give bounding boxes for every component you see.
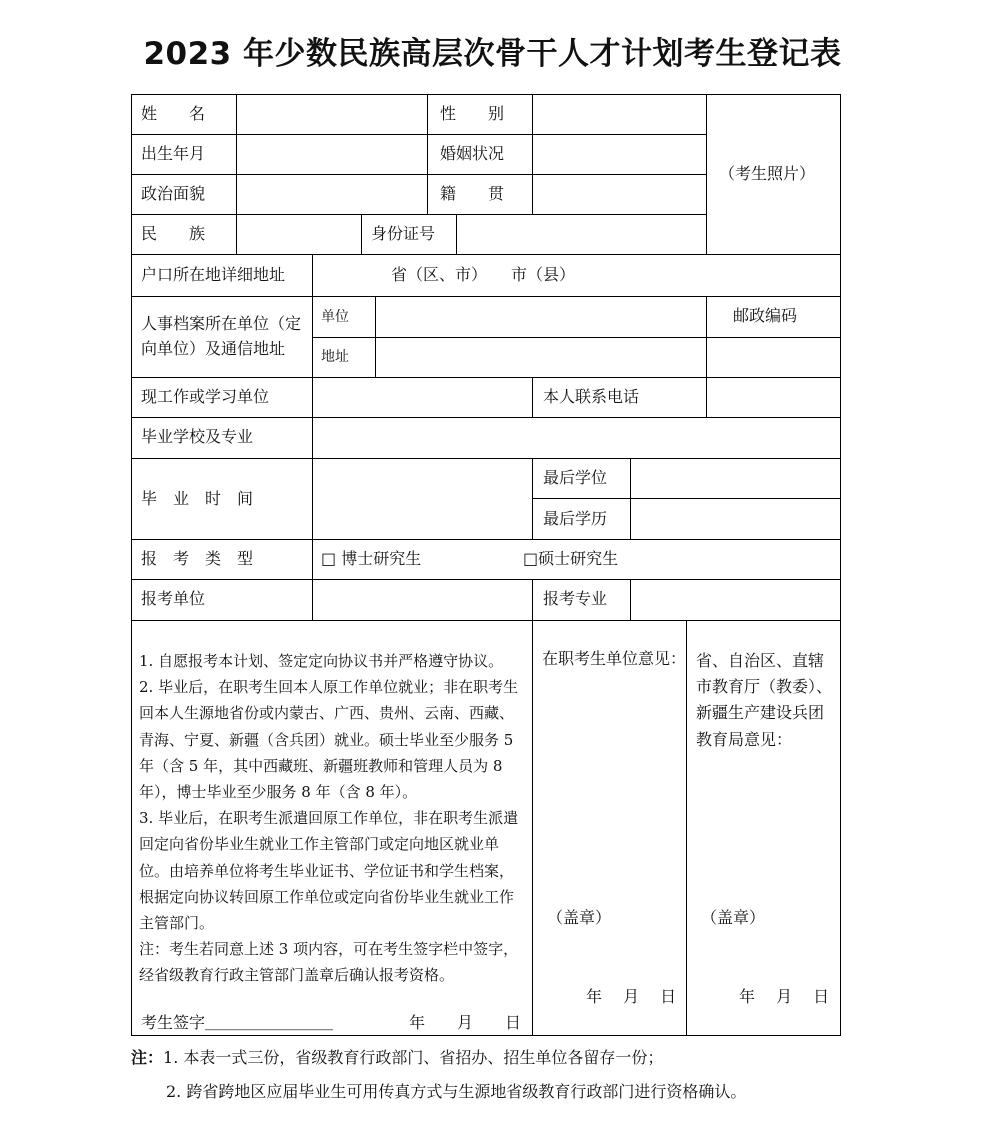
unit-label: 单位 [321, 309, 349, 325]
option-phd-checkbox[interactable]: □ 博士研究生 [321, 549, 422, 568]
province-date: 年 月 日 [739, 987, 830, 1006]
agreement-item-2: 2. 毕业后，在职考生回本人原工作单位就业；非在职考生回本人生源地省份或内蒙古、广西、贵州、云南、西藏、青海、宁夏、新疆（含兵团）就业。硕士毕业至少服务 5 年（含 5 年，其中西藏班、新疆班教师和管理人员为 8 年），博士毕业至少服务 8 年（含 8 年）。 [139, 678, 519, 802]
apply-type-label: 报 考 类 型 [141, 549, 254, 568]
agreement-note: 注：考生若同意上述 3 项内容，可在考生签字栏中签字，经省级教育行政主管部门盖章后确认报考资格。 [139, 940, 519, 985]
employer-seal: （盖章） [547, 908, 612, 927]
address-label: 地址 [321, 349, 349, 365]
school-major-label: 毕业学校及专业 [141, 427, 254, 446]
marital-label: 婚姻状况 [440, 144, 505, 163]
phone-label: 本人联系电话 [543, 387, 640, 406]
province-opinion-label: 省、自治区、直辖市教育厅（教委）、新疆生产建设兵团教育局意见： [696, 651, 833, 749]
hukou-label: 户口所在地详细地址 [141, 265, 286, 284]
signature-line[interactable]: 考生签字＿＿＿＿＿＿＿＿ [141, 1013, 334, 1032]
form-title: 2023 年少数民族高层次骨干人才计划考生登记表 [143, 36, 842, 72]
postcode-label: 邮政编码 [733, 306, 798, 325]
ethnic-label: 民 族 [141, 224, 206, 243]
apply-unit-label: 报考单位 [141, 589, 206, 608]
agreement-text [139, 648, 525, 989]
apply-major-label: 报考专业 [543, 589, 608, 608]
province-seal: （盖章） [701, 908, 766, 927]
political-label: 政治面貌 [141, 184, 206, 203]
final-degree-label: 最后学位 [543, 468, 608, 487]
archive-label-line1: 人事档案所在单位（定 [141, 314, 302, 333]
final-education-label: 最后学历 [543, 509, 608, 528]
grad-time-label: 毕 业 时 间 [141, 489, 254, 508]
current-work-label: 现工作或学习单位 [141, 387, 270, 406]
footnote-prefix: 注： [131, 1048, 164, 1067]
employer-opinion-label: 在职考生单位意见： [542, 649, 687, 668]
agreement-item-3: 3. 毕业后，在职考生派遣回原工作单位，非在职考生派遣回定向省份毕业生就业工作主管部门或定向地区就业单位。由培养单位将考生毕业证书、学位证书和学生档案，根据定向协议转回原工作单位或定向省份毕业生就业工作主管部门。 [139, 809, 519, 933]
agreement-item-1: 1. 自愿报考本计划、签定定向协议书并严格遵守协议。 [139, 652, 504, 670]
gender-label: 性 别 [440, 104, 505, 123]
signature-date: 年 月 日 [409, 1013, 522, 1032]
footnote-line-1: 1. 本表一式三份，省级教育行政部门、省招办、招生单位各留存一份； [163, 1048, 664, 1067]
archive-label-line2: 向单位）及通信地址 [141, 339, 286, 358]
photo-placeholder: （考生照片） [719, 164, 816, 183]
name-label: 姓 名 [141, 104, 206, 123]
id-number-label: 身份证号 [371, 224, 436, 243]
footnote-1 [131, 1048, 663, 1068]
birth-label: 出生年月 [141, 144, 206, 163]
native-label: 籍 贯 [440, 184, 505, 203]
hukou-suffix: 省（区、市） 市（县） [391, 265, 576, 284]
option-master-checkbox[interactable]: □硕士研究生 [523, 549, 619, 568]
registration-form [131, 94, 841, 1036]
footnote-line-2: 2. 跨省跨地区应届毕业生可用传真方式与生源地省级教育行政部门进行资格确认。 [166, 1082, 747, 1101]
employer-date: 年 月 日 [586, 987, 677, 1006]
